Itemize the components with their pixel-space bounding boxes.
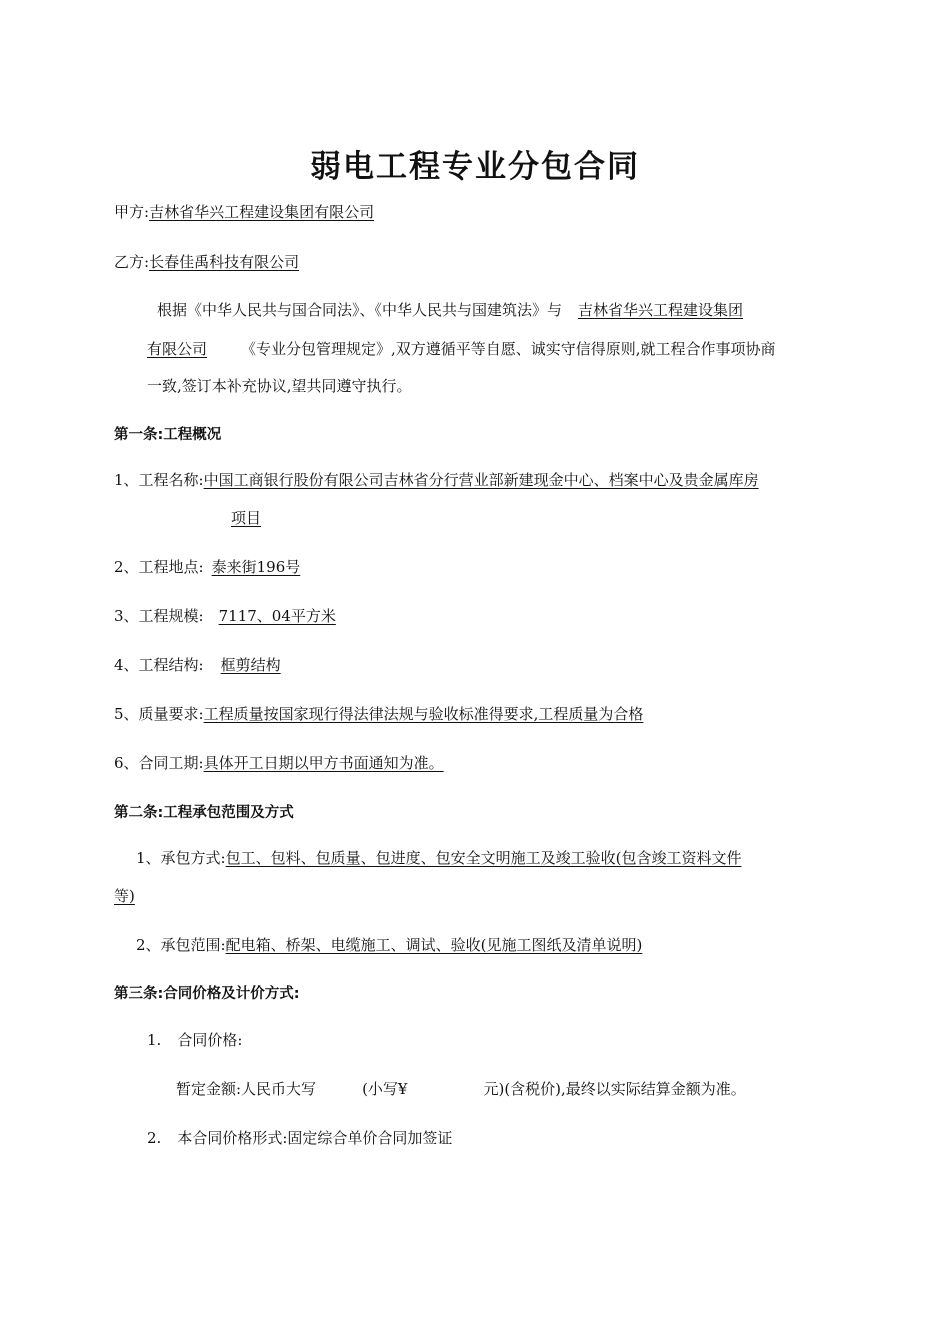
item-label: 2、承包范围: <box>136 936 226 954</box>
party-a-value: 吉林省华兴工程建设集团有限公司 <box>149 203 375 221</box>
intro-company-text-2: 有限公司 <box>147 340 208 358</box>
amount-suffix: 元)(含税价),最终以实际结算金额为准。 <box>483 1080 746 1098</box>
amount-label: 暂定金额:人民币大写 <box>176 1080 317 1098</box>
item-label: 2、工程地点: <box>114 558 204 576</box>
item-project-name-cont <box>231 508 379 528</box>
item-value-cont: 等) <box>114 887 135 905</box>
item-value-text: 具体开工日期以甲方书面通知为准。 <box>203 754 444 772</box>
item-value-cont <box>231 509 379 527</box>
intro-line-2 <box>147 339 776 359</box>
party-b-value: 长春佳禹科技有限公司 <box>149 253 300 271</box>
item-contract-scope <box>136 935 642 955</box>
item-project-scale <box>114 606 336 626</box>
amount-blank <box>417 1080 483 1098</box>
party-a-line <box>114 202 374 222</box>
item-value <box>204 607 336 625</box>
item-label: 4、工程结构: <box>114 656 204 674</box>
item-price-form <box>147 1128 452 1148</box>
item-duration <box>114 753 452 773</box>
item-value: 工程质量按国家现行得法律法规与验收标准得要求,工程质量为合格 <box>203 705 644 723</box>
party-b-line <box>114 252 299 272</box>
item-number: 2. <box>147 1129 162 1147</box>
item-value-text: 框剪结构 <box>220 656 281 674</box>
item-label: 6、合同工期: <box>114 754 204 772</box>
section-3-heading: 第三条:合同价格及计价方式: <box>114 986 300 1002</box>
intro-company-1 <box>562 301 743 319</box>
item-number: 1. <box>147 1031 162 1049</box>
item-contract-price <box>147 1030 242 1050</box>
item-text: 本合同价格形式:固定综合单价合同加签证 <box>177 1129 453 1147</box>
section-2-heading: 第二条:工程承包范围及方式 <box>114 805 294 821</box>
item-value <box>204 754 452 772</box>
item-value: 配电箱、桥架、电缆施工、调试、验收(见施工图纸及清单说明) <box>225 936 643 954</box>
item-value: 中国工商银行股份有限公司吉林省分行营业部新建现金中心、档案中心及贵金属库房 <box>203 471 759 489</box>
item-project-structure <box>114 655 365 675</box>
intro-company-text-1: 吉林省华兴工程建设集团 <box>578 301 744 319</box>
intro-line-1 <box>157 300 743 320</box>
party-b-label: 乙方: <box>114 253 150 271</box>
item-label: 合同价格: <box>177 1031 243 1049</box>
item-quality <box>114 704 643 724</box>
item-contract-mode <box>136 848 741 868</box>
item-label: 3、工程规模: <box>114 607 204 625</box>
item-value-text: 项目 <box>231 509 262 527</box>
intro-text-3: 一致,签订本补充协议,望共同遵守执行。 <box>147 377 412 395</box>
item-value <box>212 558 351 576</box>
party-a-label: 甲方: <box>114 203 150 221</box>
intro-company-2 <box>147 340 237 358</box>
page-title: 弱电工程专业分包合同 <box>310 149 640 185</box>
provisional-amount-line <box>176 1079 746 1099</box>
item-value-text: 泰来街196号 <box>211 558 301 576</box>
item-label: 1、工程名称: <box>114 471 204 489</box>
item-contract-mode-cont <box>114 886 135 906</box>
amount-lowercase-label: (小写¥ <box>362 1080 408 1098</box>
item-label: 1、承包方式: <box>136 849 226 867</box>
item-label: 5、质量要求: <box>114 705 204 723</box>
item-project-location <box>114 557 350 577</box>
item-value-text: 7117、04平方米 <box>218 607 336 625</box>
intro-text-1: 根据《中华人民共与国合同法》、《中华人民共与国建筑法》与 <box>157 301 563 319</box>
intro-line-3 <box>147 376 412 396</box>
section-1-heading: 第一条:工程概况 <box>114 427 222 443</box>
intro-text-2: 《专业分包管理规定》,双方遵循平等自愿、诚实守信得原则,就工程合作事项协商 <box>241 340 776 358</box>
item-value: 包工、包料、包质量、包进度、包安全文明施工及竣工验收(包含竣工资料文件 <box>225 849 742 867</box>
item-project-name <box>114 470 759 490</box>
item-value <box>204 656 365 674</box>
